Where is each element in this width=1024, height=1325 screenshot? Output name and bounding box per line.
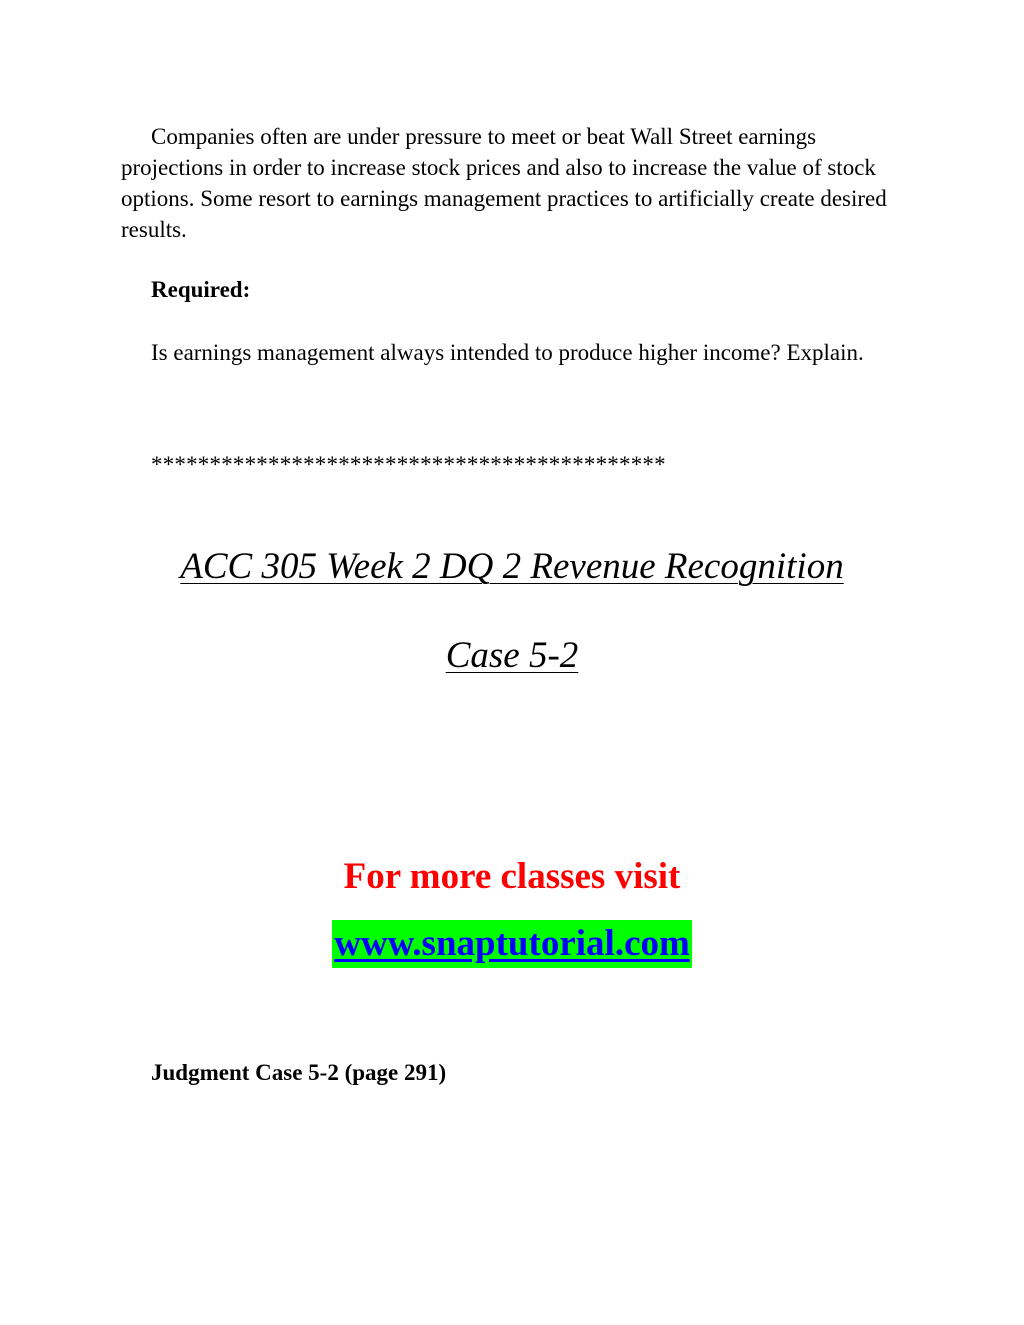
asterisk-separator: ******************************************** bbox=[151, 452, 666, 477]
title-link-1[interactable]: ACC 305 Week 2 DQ 2 Revenue Recognition bbox=[180, 546, 844, 587]
judgment-heading: Judgment Case 5-2 (page 291) bbox=[151, 1060, 447, 1085]
promo-link-container bbox=[0, 920, 1024, 968]
question-text: Is earnings management always intended to produce higher income? Explain. bbox=[151, 340, 864, 365]
title-line-2[interactable] bbox=[0, 634, 1024, 677]
intro-text: Companies often are under pressure to meet or beat Wall Street earnings projections in order to increase stock prices and also to increase the value of stock options. Some resort to earnings management practices to artificially create desired results. bbox=[121, 124, 887, 242]
title-line-1[interactable] bbox=[0, 545, 1024, 588]
question-paragraph bbox=[121, 337, 921, 368]
promo-text: For more classes visit bbox=[343, 856, 681, 897]
required-heading: Required: bbox=[151, 277, 251, 302]
intro-paragraph bbox=[121, 121, 921, 245]
title-link-2[interactable]: Case 5-2 bbox=[445, 635, 579, 676]
website-link[interactable]: www.snaptutorial.com bbox=[332, 920, 692, 968]
